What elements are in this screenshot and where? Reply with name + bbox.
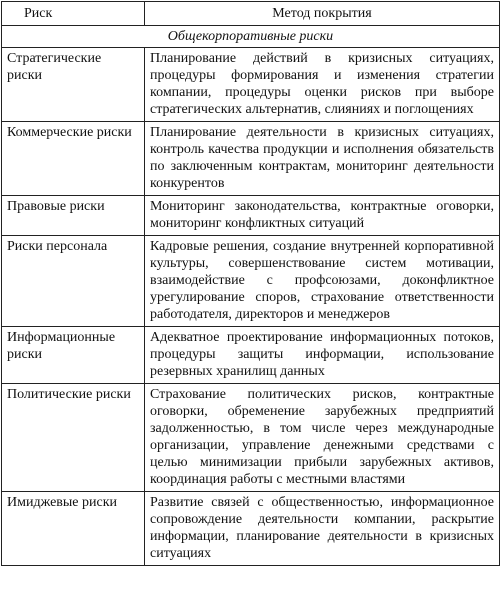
risk-name: Стратегические риски bbox=[2, 48, 145, 122]
risk-name: Информационные риски bbox=[2, 327, 145, 384]
table-row bbox=[2, 327, 500, 384]
header-risk: Риск bbox=[2, 2, 145, 26]
risk-method: Адекватное проектирование информационных потоков, процедуры защиты информации, использование резервных хранилищ данных bbox=[145, 327, 500, 384]
header-row bbox=[2, 2, 500, 26]
risk-method: Развитие связей с общественностью, информационное сопровождение деятельности компании, раскрытие информации, планирование деятельности в кризисных ситуациях bbox=[145, 492, 500, 566]
section-row bbox=[2, 26, 500, 48]
risk-coverage-table bbox=[1, 1, 500, 566]
risk-name: Правовые риски bbox=[2, 196, 145, 236]
risk-method: Планирование деятельности в кризисных ситуациях, контроль качества продукции и исполнения обязательств по заключенным контрактам, мониторинг деятельности конкурентов bbox=[145, 122, 500, 196]
header-method: Метод покрытия bbox=[145, 2, 500, 26]
table-row bbox=[2, 122, 500, 196]
risk-method: Мониторинг законодательства, контрактные оговорки, мониторинг конфликтных ситуаций bbox=[145, 196, 500, 236]
risk-name: Политические риски bbox=[2, 384, 145, 492]
table-row bbox=[2, 196, 500, 236]
table-row bbox=[2, 492, 500, 566]
table-row bbox=[2, 236, 500, 327]
risk-name: Имиджевые риски bbox=[2, 492, 145, 566]
risk-method: Кадровые решения, создание внутренней корпоративной культуры, совершенствование систем мотивации, взаимодействие с профсоюзами, доконфликтное урегулирование споров, страхование ответственности работодателя, директоров и менеджеров bbox=[145, 236, 500, 327]
risk-name: Коммерческие риски bbox=[2, 122, 145, 196]
risk-name: Риски персонала bbox=[2, 236, 145, 327]
table-row bbox=[2, 384, 500, 492]
risk-method: Страхование политических рисков, контрактные оговорки, обременение зарубежных предприятий задолженностью, в том числе через международные организации, управление денежными средствами с целью минимизации прибыли зарубежных активов, координация работы с местными властями bbox=[145, 384, 500, 492]
table-row bbox=[2, 48, 500, 122]
section-title: Общекорпоративные риски bbox=[2, 26, 500, 48]
risk-method: Планирование действий в кризисных ситуациях, процедуры формирования и изменения стратегии компании, процедуры оценки рисков при выборе стратегических альтернатив, слияниях и поглощениях bbox=[145, 48, 500, 122]
